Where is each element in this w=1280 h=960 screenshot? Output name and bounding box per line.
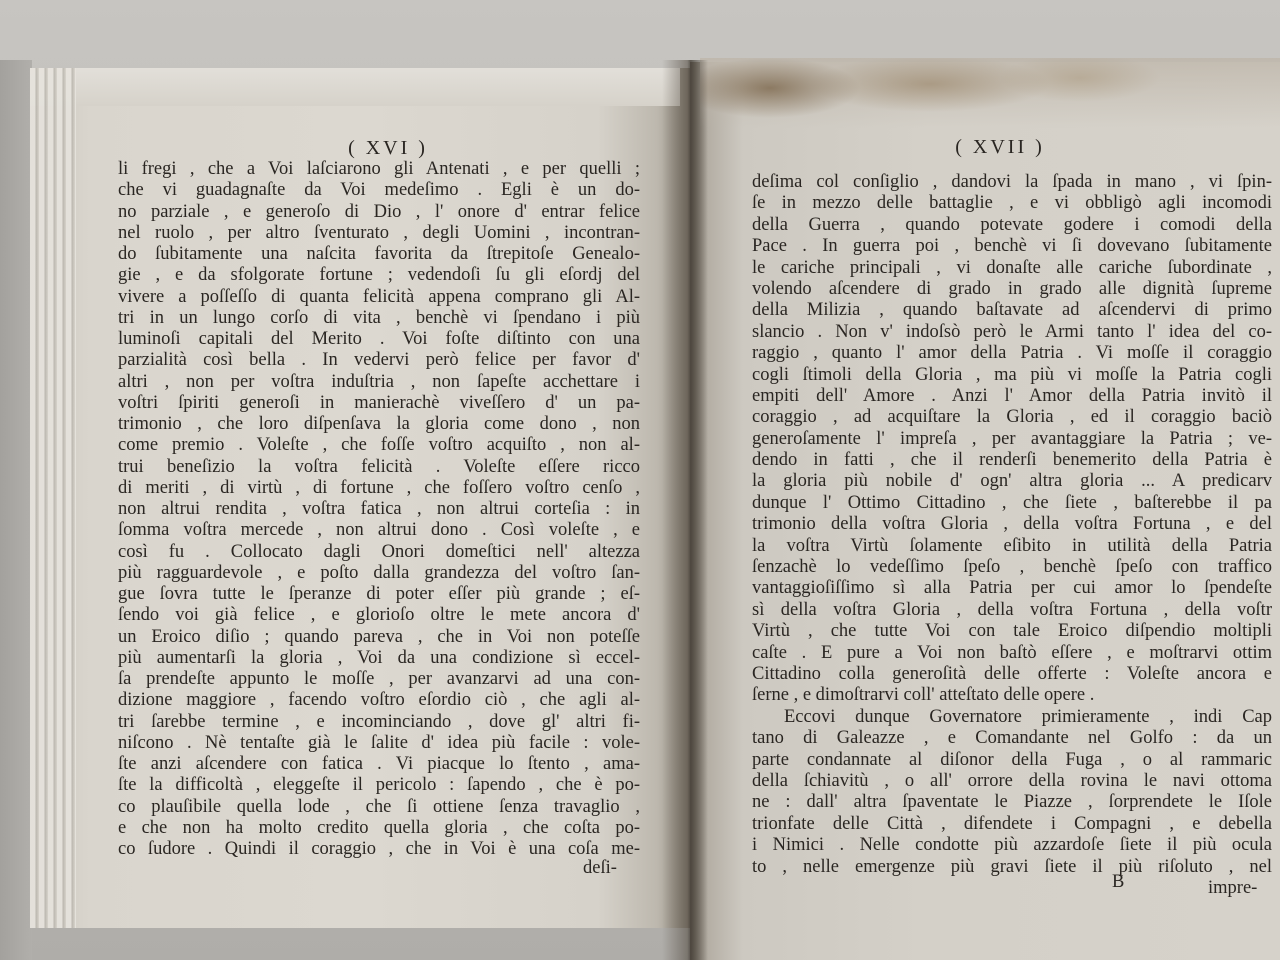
spine-gutter — [662, 60, 708, 960]
text-line: tri ſarebbe termine , e incominciando , dove gl' altri fi- — [118, 711, 640, 732]
text-line: di meriti , di virtù , di fortune , che foſſero voſtro cenſo , — [118, 477, 640, 498]
right-page-text — [752, 172, 1272, 878]
text-line: niſcono . Nè tentaſte già le ſalite d' idea più facile : vole- — [118, 732, 640, 753]
text-line: altri , non per voſtra induſtria , non ſapeſte acchettare i — [118, 371, 640, 392]
text-line: più ragguardevole , e poſto dalla grandezza del voſtro ſan- — [118, 562, 640, 583]
text-line: caſte . E pure a Voi non baſtò eſſere , e moſtrarvi ottim — [752, 642, 1272, 663]
text-line: co plauſibile quella lode , che ſi ottiene ſenza travaglio , — [118, 796, 640, 817]
text-line: empiti dell' Amore . Anzi l' Amor della Patria invitò il — [752, 385, 1272, 406]
left-catchword: deſi- — [583, 858, 617, 878]
text-line: ſte anzi aſcendere con fatica . Vi piacque lo ſtento , ama- — [118, 754, 640, 774]
text-line: ſe in mezzo delle battaglie , e vi obbligò agli incomodi — [752, 193, 1272, 214]
signature-mark: B — [1112, 872, 1125, 892]
text-line: Cittadino colla generoſità delle offerte : Voleſte ancora e — [752, 663, 1272, 684]
text-line: dendo in fatti , che il renderſi benemerito della Patria è — [752, 450, 1272, 471]
text-line: trionfate delle Città , difendete i Compagni , e debella — [752, 813, 1272, 834]
text-line: ſerne , e dimoſtrarvi coll' atteſtato delle opere . — [752, 685, 1095, 706]
text-line: dunque l' Ottimo Cittadino , che ſiete , baſterebbe il pa — [752, 492, 1272, 513]
text-line: non altrui rendita , voſtra fatica , non altrui corteſia : in — [118, 499, 640, 519]
text-line: Pace . In guerra poi , benchè vi ſi dovevano ſubitamente — [752, 236, 1272, 257]
text-line: do ſubitamente una naſcita favorita da ſtrepitoſe Genealo- — [118, 244, 640, 264]
text-line: trui beneſizio la voſtra felicità . Voleſte eſſere ricco — [118, 456, 640, 477]
left-page-text — [118, 159, 640, 860]
text-line: la voſtra Virtù ſolamente eſibito in utilità della Patria — [752, 535, 1272, 556]
text-line: li fregi , che a Voi laſciarono gli Antenati , e per quelli ; — [118, 159, 640, 179]
text-line: dizione maggiore , facendo voſtro eſordio ciò , che agli al- — [118, 690, 640, 711]
right-page-number: ( XVII ) — [955, 136, 1045, 158]
left-page-number: ( XVI ) — [348, 137, 428, 159]
text-line: un Eroico diſio ; quando pareva , che in Voi non poteſſe — [118, 626, 640, 647]
text-line: ſte la difficoltà , eleggeſte il pericolo : ſapendo , che è po- — [118, 775, 640, 796]
text-line: Virtù , che tutte Voi con tale Eroico diſpendio moltipli — [752, 621, 1272, 642]
text-line: le cariche principali , vi donaſte alle cariche ſubordinate , — [752, 257, 1272, 278]
text-line: vantaggioſiſſimo sì alla Patria per cui amor lo ſpendeſte — [752, 578, 1272, 599]
text-line: come premio . Voleſte , che foſſe voſtro acquiſto , non al- — [118, 435, 640, 456]
text-line: slancio . Non v' indoſsò però le Armi tanto l' idea del co- — [752, 321, 1272, 342]
text-line: ſenzachè lo vedeſſimo ſpeſo , benchè ſpeſo con traffico — [752, 557, 1272, 578]
text-line: ne : dall' altra ſpaventate le Piazze , ſorprendete le Iſole — [752, 792, 1272, 813]
spine-stain — [700, 58, 1280, 128]
text-line: la gloria più nobile d' ogn' altra gloria ... A predicarv — [752, 471, 1272, 492]
text-line: della Guerra , quando potevate godere i comodi della — [752, 214, 1272, 235]
text-line: voſtri ſpiriti generoſi in manierachè viveſſero d' un pa- — [118, 392, 640, 413]
text-line: co ſudore . Quindi il coraggio , che in Voi è una coſa me- — [118, 839, 640, 859]
text-line: ſendo voi già felice , e glorioſo oltre le mete ancora d' — [118, 605, 640, 626]
text-line: tri in un lungo corſo di vita , benchè vi ſpendano i più — [118, 307, 640, 328]
text-line: trimonio , che loro diſpenſava la gloria come dono , non — [118, 414, 640, 434]
text-line: della ſchiavitù , o all' orrore della rovina le navi ottoma — [752, 770, 1272, 791]
text-line: deſima col conſiglio , dandovi la ſpada in mano , vi ſpin- — [752, 172, 1272, 192]
text-line: gue ſovra tutte le ſperanze di poter eſſer più grande ; eſ- — [118, 584, 640, 604]
text-line: volendo aſcendere di grado in grado alle dignità ſupreme — [752, 278, 1272, 299]
text-line: coraggio , ad acquiſtare la Gloria , ed il coraggio baciò — [752, 407, 1272, 428]
text-line: no parziale , e generoſo di Dio , l' onore d' entrar felice — [118, 201, 640, 222]
text-line: della Milizia , quando baſtavate ad aſcendervi di primo — [752, 300, 1272, 321]
text-line: parte condannate al diſonor della Fuga , o al rammaric — [752, 749, 1272, 770]
text-line: ſa prendeſte appunto le moſſe , per avanzarvi ad una con- — [118, 669, 640, 689]
text-line: tano di Galeazze , e Comandante nel Golfo : da un — [752, 728, 1272, 749]
text-line: gie , e da sfolgorate fortune ; vedendoſi ſu gli eſordj del — [118, 265, 640, 286]
text-line: che vi guadagnaſte da Voi medeſimo . Egli è un do- — [118, 180, 640, 201]
text-line: raggio , quanto l' amor della Patria . Vi moſſe il coraggio — [752, 343, 1272, 364]
text-line: ſomma voſtra mercede , non altrui dono . Così voleſte , e — [118, 520, 640, 541]
right-catchword: impre- — [1208, 878, 1258, 898]
text-line: parzialità così bella . In vedervi però felice per favor d' — [118, 350, 640, 371]
text-line: Eccovi dunque Governatore primieramente , indi Cap — [784, 706, 1272, 727]
text-line: vivere a poſſeſſo di quanta felicità appena comprano gli Al- — [118, 286, 640, 307]
left-page-edges — [30, 68, 76, 928]
text-line: luminoſi capitali del Merito . Voi foſte diſtinto con una — [118, 329, 640, 349]
text-line: sì della voſtra Gloria , della voſtra Fortuna , della voſtr — [752, 599, 1272, 620]
text-line: nel ruolo , per altro ſventurato , degli Uomini , incontran- — [118, 222, 640, 243]
left-page-top-edge — [30, 68, 680, 106]
text-line: più aumentarſi la gloria , Voi da una condizione sì eccel- — [118, 647, 640, 668]
text-line: generoſamente l' impreſa , per avantaggiare la Patria ; ve- — [752, 428, 1272, 449]
table-surface — [0, 60, 32, 960]
text-line: i Nimici . Nelle condotte più azzardoſe ſiete il più ocula — [752, 835, 1272, 856]
text-line: così fu . Collocato dagli Onori domeſtici nell' altezza — [118, 541, 640, 562]
text-line: to , nelle emergenze più gravi ſiete il più riſoluto , nel — [752, 856, 1272, 877]
text-line: e che non ha molto credito quella gloria , che coſta po- — [118, 817, 640, 838]
text-line: cogli ſtimoli della Gloria , ma più vi moſſe la Patria cogli — [752, 364, 1272, 385]
text-line: trimonio della voſtra Gloria , della voſtra Fortuna , e del — [752, 514, 1272, 535]
